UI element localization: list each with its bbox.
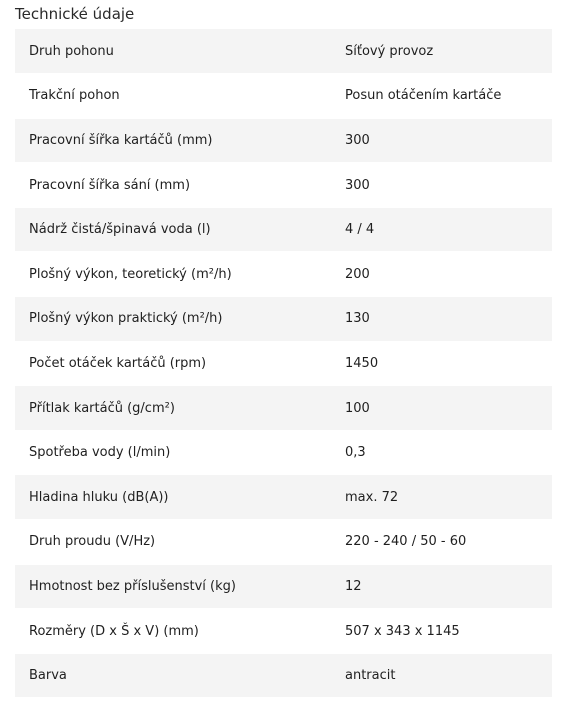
spec-value: 100 [330,386,552,431]
spec-label: Hladina hluku (dB(A)) [15,475,330,520]
table-row [15,564,552,609]
spec-label: Spotřeba vody (l/min) [15,430,330,475]
spec-value: 200 [330,252,552,297]
spec-value: antracit [330,653,552,698]
table-row [15,520,552,565]
spec-label: Druh pohonu [15,29,330,74]
spec-label: Plošný výkon, teoretický (m²/h) [15,252,330,297]
spec-value: 0,3 [330,430,552,475]
spec-value: 300 [330,163,552,208]
table-row [15,653,552,698]
table-row [15,163,552,208]
table-row [15,74,552,119]
spec-value: Posun otáčením kartáče [330,74,552,119]
table-row [15,207,552,252]
spec-value: 12 [330,564,552,609]
spec-value: 300 [330,118,552,163]
table-row [15,430,552,475]
spec-label: Rozměry (D x Š x V) (mm) [15,609,330,654]
table-row [15,29,552,74]
spec-label: Přítlak kartáčů (g/cm²) [15,386,330,431]
table-row [15,475,552,520]
specs-table [15,29,552,698]
spec-label: Trakční pohon [15,74,330,119]
spec-value: Síťový provoz [330,29,552,74]
table-row [15,252,552,297]
spec-label: Druh proudu (V/Hz) [15,520,330,565]
section-title: Technické údaje [15,5,135,23]
spec-value: 220 - 240 / 50 - 60 [330,520,552,565]
spec-label: Nádrž čistá/špinavá voda (l) [15,207,330,252]
spec-value: max. 72 [330,475,552,520]
spec-label: Plošný výkon praktický (m²/h) [15,297,330,342]
table-row [15,386,552,431]
spec-value: 4 / 4 [330,207,552,252]
table-row [15,297,552,342]
spec-label: Hmotnost bez příslušenství (kg) [15,564,330,609]
spec-label: Barva [15,653,330,698]
spec-label: Pracovní šířka kartáčů (mm) [15,118,330,163]
table-row [15,118,552,163]
spec-value: 507 x 343 x 1145 [330,609,552,654]
spec-label: Počet otáček kartáčů (rpm) [15,341,330,386]
spec-value: 130 [330,297,552,342]
spec-value: 1450 [330,341,552,386]
table-row [15,341,552,386]
spec-label: Pracovní šířka sání (mm) [15,163,330,208]
table-row [15,609,552,654]
